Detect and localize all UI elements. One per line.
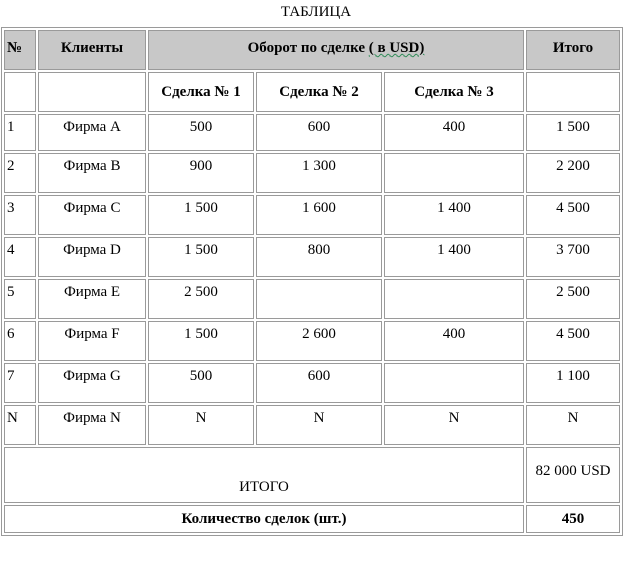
deal-count-label: Количество сделок (шт.): [4, 505, 524, 533]
deal-count-row: [4, 505, 620, 533]
row-no: 5: [4, 279, 36, 319]
row-deal-2: 600: [256, 363, 382, 403]
row-no: 6: [4, 321, 36, 361]
table-row: [4, 279, 620, 319]
row-no: 3: [4, 195, 36, 235]
row-deal-3: [384, 363, 524, 403]
table-row: [4, 153, 620, 193]
totals-row: [4, 447, 620, 503]
row-client: Фирма G: [38, 363, 146, 403]
row-deal-3: 1 400: [384, 237, 524, 277]
row-client: Фирма N: [38, 405, 146, 445]
row-deal-1: N: [148, 405, 254, 445]
header-total: Итого: [526, 30, 620, 70]
row-deal-3: 1 400: [384, 195, 524, 235]
turnover-table: [1, 27, 623, 536]
subheader-row: [4, 72, 620, 112]
row-deal-1: 1 500: [148, 237, 254, 277]
subheader-deal-1: Сделка № 1: [148, 72, 254, 112]
table-row: [4, 195, 620, 235]
subheader-empty-client: [38, 72, 146, 112]
header-row: [4, 30, 620, 70]
row-deal-3: 400: [384, 114, 524, 151]
row-deal-3: 400: [384, 321, 524, 361]
row-total: 4 500: [526, 321, 620, 361]
row-total: N: [526, 405, 620, 445]
table-row: [4, 321, 620, 361]
row-deal-1: 1 500: [148, 195, 254, 235]
row-deal-3: N: [384, 405, 524, 445]
row-no: N: [4, 405, 36, 445]
totals-value: 82 000 USD: [526, 447, 620, 503]
totals-label: ИТОГО: [4, 447, 524, 503]
row-deal-2: 800: [256, 237, 382, 277]
row-deal-1: 2 500: [148, 279, 254, 319]
row-total: 2 200: [526, 153, 620, 193]
row-client: Фирма F: [38, 321, 146, 361]
row-total: 2 500: [526, 279, 620, 319]
table-row: [4, 114, 620, 151]
row-client: Фирма B: [38, 153, 146, 193]
table-title: ТАБЛИЦА: [280, 4, 352, 20]
row-total: 3 700: [526, 237, 620, 277]
row-deal-2: [256, 279, 382, 319]
header-clients: Клиенты: [38, 30, 146, 70]
row-client: Фирма D: [38, 237, 146, 277]
row-no: 2: [4, 153, 36, 193]
deal-count-value: 450: [526, 505, 620, 533]
subheader-empty-total: [526, 72, 620, 112]
row-deal-2: 1 600: [256, 195, 382, 235]
row-deal-2: 600: [256, 114, 382, 151]
header-turnover-prefix: Оборот по сделке: [247, 40, 369, 56]
row-no: 4: [4, 237, 36, 277]
row-deal-1: 500: [148, 114, 254, 151]
row-deal-2: 1 300: [256, 153, 382, 193]
header-turnover-paren: ( в USD): [368, 40, 425, 56]
row-client: Фирма A: [38, 114, 146, 151]
table-row: [4, 363, 620, 403]
row-deal-2: 2 600: [256, 321, 382, 361]
row-total: 4 500: [526, 195, 620, 235]
row-total: 1 500: [526, 114, 620, 151]
row-deal-2: N: [256, 405, 382, 445]
row-total: 1 100: [526, 363, 620, 403]
row-client: Фирма C: [38, 195, 146, 235]
table-row: [4, 237, 620, 277]
row-deal-1: 500: [148, 363, 254, 403]
row-no: 7: [4, 363, 36, 403]
subheader-deal-3: Сделка № 3: [384, 72, 524, 112]
row-deal-1: 900: [148, 153, 254, 193]
subheader-deal-2: Сделка № 2: [256, 72, 382, 112]
header-turnover: [148, 30, 524, 70]
row-no: 1: [4, 114, 36, 151]
row-deal-3: [384, 153, 524, 193]
table-row: [4, 405, 620, 445]
row-deal-1: 1 500: [148, 321, 254, 361]
header-no: №: [4, 30, 36, 70]
subheader-empty-no: [4, 72, 36, 112]
row-client: Фирма E: [38, 279, 146, 319]
row-deal-3: [384, 279, 524, 319]
